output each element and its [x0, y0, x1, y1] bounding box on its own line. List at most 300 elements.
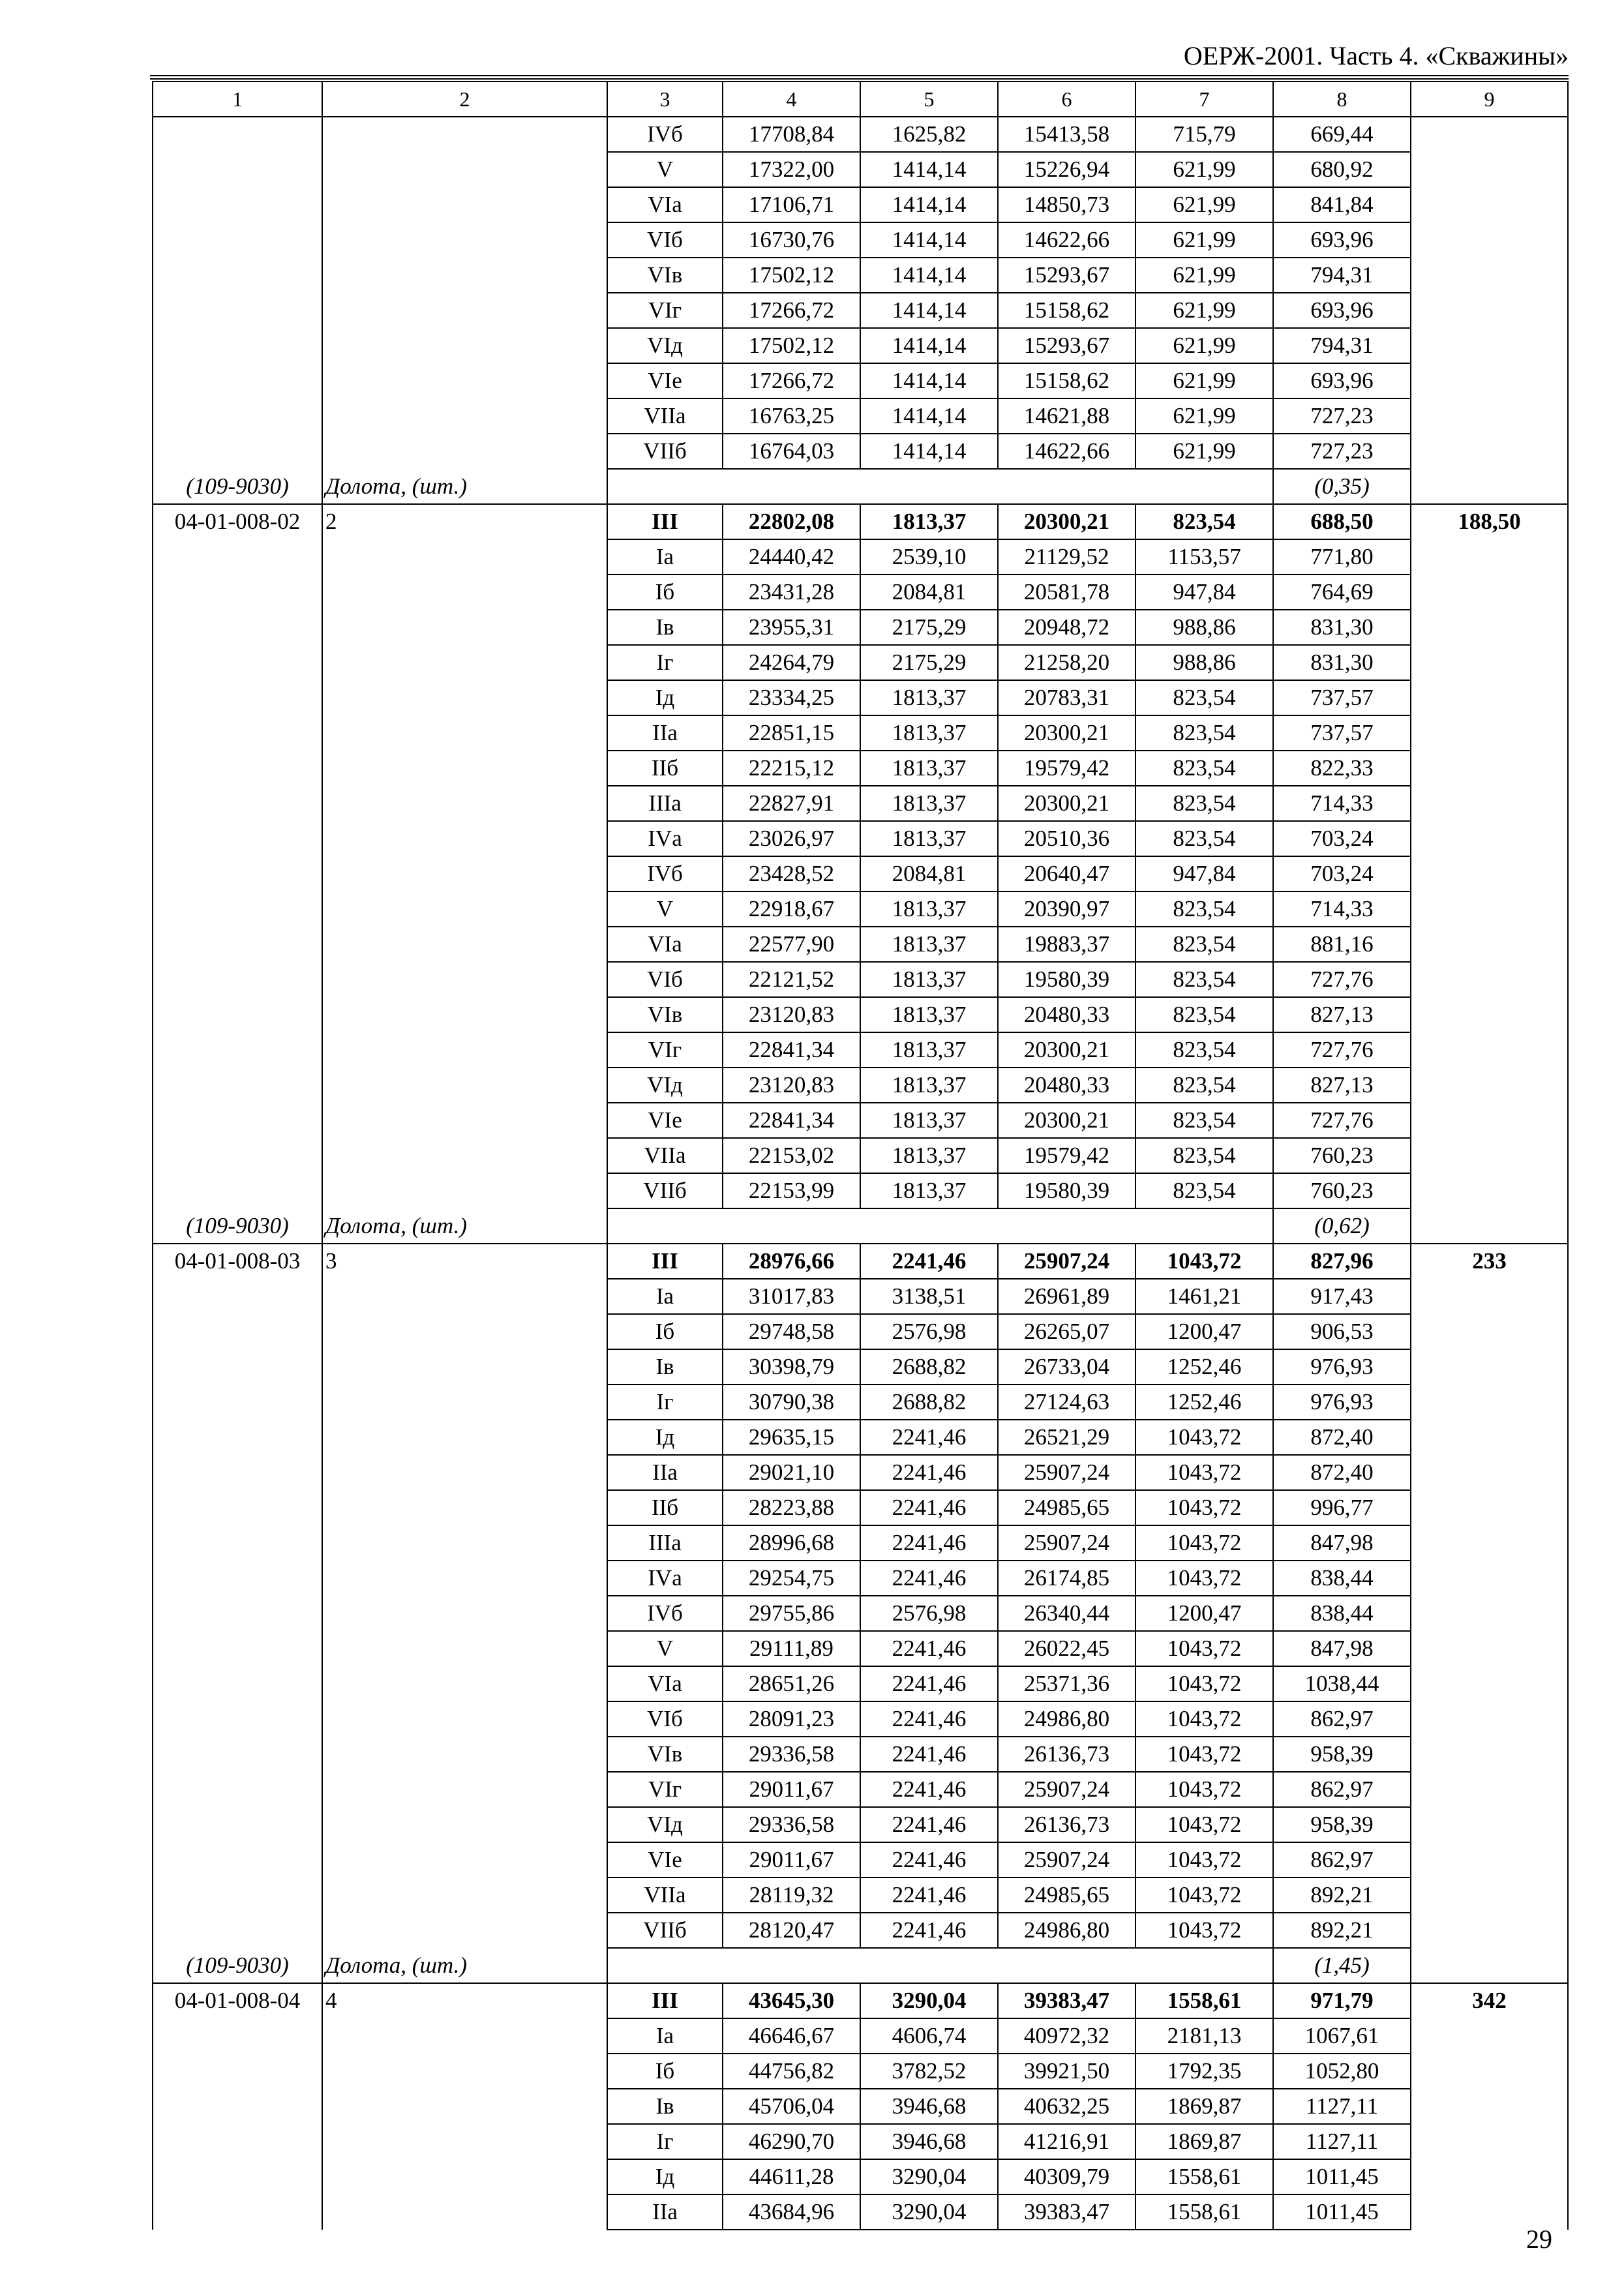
value-cell: 2241,46	[860, 1666, 998, 1701]
value-cell: 823,54	[1135, 504, 1273, 539]
category-cell: IIIа	[607, 786, 723, 821]
value-cell: 1813,37	[860, 891, 998, 927]
value-cell: 1813,37	[860, 1103, 998, 1138]
value-cell: 881,16	[1273, 927, 1411, 962]
value-cell: 15293,67	[998, 258, 1135, 293]
value-cell: 20300,21	[998, 504, 1135, 539]
value-cell: 15158,62	[998, 363, 1135, 398]
value-cell: 621,99	[1135, 398, 1273, 434]
rate-name: 3	[322, 1244, 607, 1948]
category-cell: VIа	[607, 927, 723, 962]
value-cell: 862,97	[1273, 1701, 1411, 1737]
value-cell: 1067,61	[1273, 2018, 1411, 2054]
value-cell: 827,13	[1273, 997, 1411, 1032]
rate-name	[322, 117, 607, 469]
value-cell: 26022,45	[998, 1631, 1135, 1666]
value-cell: 1813,37	[860, 927, 998, 962]
value-cell: 2241,46	[860, 1737, 998, 1772]
value-cell: 3290,04	[860, 1983, 998, 2018]
value-cell: 892,21	[1273, 1878, 1411, 1913]
category-cell: IIа	[607, 2194, 723, 2230]
value-cell: 25907,24	[998, 1244, 1135, 1279]
value-cell: 680,92	[1273, 152, 1411, 187]
value-cell: 764,69	[1273, 575, 1411, 610]
empty-cell	[1135, 469, 1273, 504]
value-cell: 1127,11	[1273, 2124, 1411, 2159]
value-cell: 24440,42	[723, 539, 860, 575]
bits-quantity: (1,45)	[1273, 1948, 1411, 1983]
category-cell: IVа	[607, 821, 723, 856]
value-cell: 872,40	[1273, 1455, 1411, 1490]
value-cell: 669,44	[1273, 117, 1411, 152]
category-cell: V	[607, 1631, 723, 1666]
value-cell: 1043,72	[1135, 1842, 1273, 1878]
value-cell: 1813,37	[860, 786, 998, 821]
value-cell: 1558,61	[1135, 2194, 1273, 2230]
value-cell: 29755,86	[723, 1596, 860, 1631]
value-cell: 714,33	[1273, 786, 1411, 821]
value-cell: 17502,12	[723, 258, 860, 293]
category-cell: VIа	[607, 187, 723, 222]
value-cell: 2688,82	[860, 1349, 998, 1384]
value-cell: 976,93	[1273, 1384, 1411, 1420]
value-cell: 29635,15	[723, 1420, 860, 1455]
value-cell: 794,31	[1273, 328, 1411, 363]
category-cell: VIд	[607, 1807, 723, 1842]
bits-resource-code: (109-9030)	[153, 1948, 322, 1983]
value-cell: 14622,66	[998, 222, 1135, 258]
value-cell: 737,57	[1273, 715, 1411, 751]
value-cell: 2241,46	[860, 1420, 998, 1455]
value-cell: 15293,67	[998, 328, 1135, 363]
category-cell: III	[607, 1983, 723, 2018]
value-cell: 621,99	[1135, 187, 1273, 222]
category-cell: Iг	[607, 645, 723, 680]
value-cell: 1252,46	[1135, 1349, 1273, 1384]
category-cell: VIIб	[607, 434, 723, 469]
table-body	[153, 82, 1568, 2230]
value-cell: 2688,82	[860, 1384, 998, 1420]
value-cell: 847,98	[1273, 1525, 1411, 1561]
table-row	[153, 117, 1568, 152]
category-cell: VIIа	[607, 1878, 723, 1913]
value-cell: 23955,31	[723, 610, 860, 645]
value-cell: 19580,39	[998, 1173, 1135, 1208]
empty-cell	[607, 1948, 723, 1983]
value-cell: 23120,83	[723, 1068, 860, 1103]
category-cell: Iа	[607, 539, 723, 575]
value-cell: 2241,46	[860, 1807, 998, 1842]
value-cell: 22918,67	[723, 891, 860, 927]
value-cell: 3782,52	[860, 2054, 998, 2089]
value-cell: 17322,00	[723, 152, 860, 187]
value-cell: 17106,71	[723, 187, 860, 222]
category-cell: V	[607, 152, 723, 187]
value-cell: 14622,66	[998, 434, 1135, 469]
value-cell: 22841,34	[723, 1103, 860, 1138]
category-cell: IVа	[607, 1561, 723, 1596]
value-cell: 2241,46	[860, 1455, 998, 1490]
value-cell: 1869,87	[1135, 2124, 1273, 2159]
category-cell: VIе	[607, 1103, 723, 1138]
value-cell: 41216,91	[998, 2124, 1135, 2159]
value-cell: 727,23	[1273, 398, 1411, 434]
value-cell: 1792,35	[1135, 2054, 1273, 2089]
value-cell: 2241,46	[860, 1913, 998, 1948]
value-cell: 28119,32	[723, 1878, 860, 1913]
category-cell: IVб	[607, 856, 723, 891]
rate-code: 04-01-008-03	[153, 1244, 322, 1948]
value-cell: 2539,10	[860, 539, 998, 575]
value-cell: 1414,14	[860, 222, 998, 258]
value-cell: 16764,03	[723, 434, 860, 469]
value-cell: 23026,97	[723, 821, 860, 856]
category-cell: Iд	[607, 680, 723, 715]
value-cell: 28651,26	[723, 1666, 860, 1701]
category-cell: VIв	[607, 258, 723, 293]
value-cell: 27124,63	[998, 1384, 1135, 1420]
column-number-8: 8	[1273, 82, 1411, 117]
category-cell: Iг	[607, 1384, 723, 1420]
value-cell: 20480,33	[998, 1068, 1135, 1103]
value-cell: 1043,72	[1135, 1878, 1273, 1913]
rate-code	[153, 117, 322, 469]
value-cell: 1813,37	[860, 1032, 998, 1068]
column-number-2: 2	[322, 82, 607, 117]
value-cell: 17266,72	[723, 363, 860, 398]
value-cell: 28091,23	[723, 1701, 860, 1737]
category-cell: VIг	[607, 1772, 723, 1807]
value-cell: 1461,21	[1135, 1279, 1273, 1314]
value-cell: 1414,14	[860, 363, 998, 398]
value-cell: 20300,21	[998, 786, 1135, 821]
value-cell: 823,54	[1135, 1173, 1273, 1208]
table-row	[153, 1244, 1568, 1279]
bits-note-row	[153, 1948, 1568, 1983]
value-cell: 23428,52	[723, 856, 860, 891]
value-cell: 727,23	[1273, 434, 1411, 469]
empty-cell	[607, 1208, 723, 1244]
value-cell: 693,96	[1273, 222, 1411, 258]
value-cell: 43684,96	[723, 2194, 860, 2230]
bits-note-row	[153, 1208, 1568, 1244]
value-cell: 841,84	[1273, 187, 1411, 222]
value-cell: 1038,44	[1273, 1666, 1411, 1701]
value-cell: 28223,88	[723, 1490, 860, 1525]
category-cell: Iд	[607, 2159, 723, 2194]
value-cell: 22121,52	[723, 962, 860, 997]
value-cell: 26174,85	[998, 1561, 1135, 1596]
value-cell: 25907,24	[998, 1455, 1135, 1490]
value-cell: 17266,72	[723, 293, 860, 328]
empty-cell	[998, 469, 1135, 504]
value-cell: 24264,79	[723, 645, 860, 680]
value-cell: 1813,37	[860, 504, 998, 539]
value-cell: 19579,42	[998, 751, 1135, 786]
value-cell: 727,76	[1273, 1103, 1411, 1138]
value-cell: 1813,37	[860, 962, 998, 997]
value-cell: 823,54	[1135, 1068, 1273, 1103]
value-cell: 26265,07	[998, 1314, 1135, 1349]
value-cell: 26521,29	[998, 1420, 1135, 1455]
empty-cell	[723, 469, 860, 504]
value-cell: 3290,04	[860, 2194, 998, 2230]
value-cell: 1813,37	[860, 821, 998, 856]
value-cell: 1414,14	[860, 328, 998, 363]
value-cell: 1052,80	[1273, 2054, 1411, 2089]
value-cell: 15413,58	[998, 117, 1135, 152]
value-cell: 26733,04	[998, 1349, 1135, 1384]
value-cell: 1200,47	[1135, 1314, 1273, 1349]
empty-cell	[723, 1208, 860, 1244]
value-cell: 24985,65	[998, 1878, 1135, 1913]
value-cell: 847,98	[1273, 1631, 1411, 1666]
rate-name: 4	[322, 1983, 607, 2230]
value-cell: 831,30	[1273, 610, 1411, 645]
category-cell: VIIа	[607, 1138, 723, 1173]
value-cell: 20640,47	[998, 856, 1135, 891]
value-cell: 831,30	[1273, 645, 1411, 680]
value-cell: 26340,44	[998, 1596, 1135, 1631]
value-cell: 22802,08	[723, 504, 860, 539]
category-cell: V	[607, 891, 723, 927]
value-cell: 823,54	[1135, 927, 1273, 962]
value-cell: 29011,67	[723, 1772, 860, 1807]
value-cell: 1043,72	[1135, 1561, 1273, 1596]
category-cell: VIг	[607, 293, 723, 328]
value-cell: 823,54	[1135, 821, 1273, 856]
value-cell: 947,84	[1135, 575, 1273, 610]
bits-note-row	[153, 469, 1568, 504]
value-cell: 19579,42	[998, 1138, 1135, 1173]
value-cell: 2576,98	[860, 1596, 998, 1631]
empty-cell	[860, 1208, 998, 1244]
value-cell: 26961,89	[998, 1279, 1135, 1314]
value-cell: 693,96	[1273, 293, 1411, 328]
category-cell: VIг	[607, 1032, 723, 1068]
value-cell: 1252,46	[1135, 1384, 1273, 1420]
value-cell: 714,33	[1273, 891, 1411, 927]
value-cell: 996,77	[1273, 1490, 1411, 1525]
value-cell: 1414,14	[860, 258, 998, 293]
category-cell: IIа	[607, 1455, 723, 1490]
category-cell: VIе	[607, 1842, 723, 1878]
value-cell: 1813,37	[860, 1138, 998, 1173]
value-cell: 1043,72	[1135, 1913, 1273, 1948]
value-cell: 823,54	[1135, 1103, 1273, 1138]
value-cell: 15226,94	[998, 152, 1135, 187]
value-cell: 3946,68	[860, 2089, 998, 2124]
bits-resource-name: Долота, (шт.)	[322, 1208, 607, 1244]
value-cell: 2181,13	[1135, 2018, 1273, 2054]
value-cell: 2241,46	[860, 1701, 998, 1737]
category-cell: Iа	[607, 2018, 723, 2054]
value-cell: 40972,32	[998, 2018, 1135, 2054]
value-cell: 23334,25	[723, 680, 860, 715]
value-cell: 1011,45	[1273, 2194, 1411, 2230]
bits-resource-code: (109-9030)	[153, 469, 322, 504]
value-cell: 703,24	[1273, 821, 1411, 856]
bits-quantity: (0,35)	[1273, 469, 1411, 504]
value-cell: 29021,10	[723, 1455, 860, 1490]
value-cell: 29254,75	[723, 1561, 860, 1596]
value-cell: 971,79	[1273, 1983, 1411, 2018]
category-cell: Iд	[607, 1420, 723, 1455]
category-cell: Iв	[607, 610, 723, 645]
value-cell: 43645,30	[723, 1983, 860, 2018]
value-cell: 1043,72	[1135, 1525, 1273, 1561]
value-cell: 988,86	[1135, 645, 1273, 680]
value-cell: 827,96	[1273, 1244, 1411, 1279]
value-cell: 22215,12	[723, 751, 860, 786]
value-cell: 25907,24	[998, 1842, 1135, 1878]
value-cell: 29336,58	[723, 1737, 860, 1772]
value-cell: 2241,46	[860, 1631, 998, 1666]
bits-quantity: (0,62)	[1273, 1208, 1411, 1244]
bits-resource-code: (109-9030)	[153, 1208, 322, 1244]
value-cell: 892,21	[1273, 1913, 1411, 1948]
value-cell: 2241,46	[860, 1525, 998, 1561]
value-cell: 20390,97	[998, 891, 1135, 927]
value-cell: 976,93	[1273, 1349, 1411, 1384]
value-cell: 1043,72	[1135, 1807, 1273, 1842]
value-cell: 2241,46	[860, 1772, 998, 1807]
value-cell: 727,76	[1273, 1032, 1411, 1068]
value-cell: 1558,61	[1135, 2159, 1273, 2194]
bits-resource-name: Долота, (шт.)	[322, 469, 607, 504]
empty-cell	[607, 469, 723, 504]
column-number-1: 1	[153, 82, 322, 117]
value-cell: 23120,83	[723, 997, 860, 1032]
value-cell: 2084,81	[860, 856, 998, 891]
value-cell: 44756,82	[723, 2054, 860, 2089]
category-cell: IIIа	[607, 1525, 723, 1561]
value-cell: 20948,72	[998, 610, 1135, 645]
page-number: 29	[1526, 2224, 1552, 2254]
value-cell: 621,99	[1135, 434, 1273, 469]
value-cell: 20300,21	[998, 1032, 1135, 1068]
category-cell: VIв	[607, 997, 723, 1032]
value-cell: 823,54	[1135, 891, 1273, 927]
value-cell: 703,24	[1273, 856, 1411, 891]
value-cell: 958,39	[1273, 1737, 1411, 1772]
value-cell: 20300,21	[998, 715, 1135, 751]
category-cell: VIIб	[607, 1913, 723, 1948]
value-cell: 20480,33	[998, 997, 1135, 1032]
value-cell: 39383,47	[998, 2194, 1135, 2230]
value-cell: 1043,72	[1135, 1455, 1273, 1490]
value-cell: 14850,73	[998, 187, 1135, 222]
value-cell: 15158,62	[998, 293, 1135, 328]
value-cell: 2175,29	[860, 645, 998, 680]
value-cell: 2175,29	[860, 610, 998, 645]
value-cell: 26136,73	[998, 1737, 1135, 1772]
value-cell: 30790,38	[723, 1384, 860, 1420]
value-cell: 1043,72	[1135, 1244, 1273, 1279]
table-row	[153, 504, 1568, 539]
value-cell: 1414,14	[860, 434, 998, 469]
column-number-3: 3	[607, 82, 723, 117]
value-cell: 862,97	[1273, 1842, 1411, 1878]
value-cell: 621,99	[1135, 293, 1273, 328]
value-cell: 1625,82	[860, 117, 998, 152]
value-cell: 24986,80	[998, 1913, 1135, 1948]
value-cell: 760,23	[1273, 1173, 1411, 1208]
empty-cell	[860, 1948, 998, 1983]
value-cell: 1414,14	[860, 398, 998, 434]
column-number-4: 4	[723, 82, 860, 117]
value-cell: 760,23	[1273, 1138, 1411, 1173]
value-cell: 24986,80	[998, 1701, 1135, 1737]
category-cell: III	[607, 504, 723, 539]
value-cell: 1813,37	[860, 680, 998, 715]
category-cell: VIб	[607, 222, 723, 258]
value-cell: 25371,36	[998, 1666, 1135, 1701]
value-cell: 1043,72	[1135, 1772, 1273, 1807]
value-cell: 21258,20	[998, 645, 1135, 680]
column-number-7: 7	[1135, 82, 1273, 117]
value-cell: 22851,15	[723, 715, 860, 751]
value-cell: 28120,47	[723, 1913, 860, 1948]
value-cell: 917,43	[1273, 1279, 1411, 1314]
value-cell: 29336,58	[723, 1807, 860, 1842]
value-cell: 838,44	[1273, 1561, 1411, 1596]
value-cell: 3290,04	[860, 2159, 998, 2194]
value-cell: 40309,79	[998, 2159, 1135, 2194]
value-cell: 621,99	[1135, 328, 1273, 363]
category-cell: IIа	[607, 715, 723, 751]
value-cell: 16730,76	[723, 222, 860, 258]
category-cell: III	[607, 1244, 723, 1279]
category-cell: Iб	[607, 2054, 723, 2089]
value-cell: 1414,14	[860, 152, 998, 187]
value-cell: 20300,21	[998, 1103, 1135, 1138]
value-cell: 2241,46	[860, 1244, 998, 1279]
empty-cell	[998, 1948, 1135, 1983]
category-cell: VIIа	[607, 398, 723, 434]
value-cell: 1127,11	[1273, 2089, 1411, 2124]
column-9-value	[1411, 117, 1568, 504]
category-cell: VIе	[607, 363, 723, 398]
value-cell: 823,54	[1135, 1032, 1273, 1068]
value-cell: 24985,65	[998, 1490, 1135, 1525]
rate-name: 2	[322, 504, 607, 1208]
empty-cell	[860, 469, 998, 504]
value-cell: 715,79	[1135, 117, 1273, 152]
value-cell: 46646,67	[723, 2018, 860, 2054]
category-cell: Iа	[607, 1279, 723, 1314]
value-cell: 3946,68	[860, 2124, 998, 2159]
bits-resource-name: Долота, (шт.)	[322, 1948, 607, 1983]
rate-code: 04-01-008-04	[153, 1983, 322, 2230]
value-cell: 794,31	[1273, 258, 1411, 293]
value-cell: 17708,84	[723, 117, 860, 152]
column-9-value: 342	[1411, 1983, 1568, 2230]
value-cell: 29748,58	[723, 1314, 860, 1349]
header-rule	[150, 75, 1569, 80]
value-cell: 621,99	[1135, 152, 1273, 187]
value-cell: 22153,02	[723, 1138, 860, 1173]
value-cell: 2241,46	[860, 1842, 998, 1878]
value-cell: 39921,50	[998, 2054, 1135, 2089]
value-cell: 22153,99	[723, 1173, 860, 1208]
value-cell: 26136,73	[998, 1807, 1135, 1842]
value-cell: 823,54	[1135, 997, 1273, 1032]
category-cell: Iв	[607, 2089, 723, 2124]
column-numbers-row	[153, 82, 1568, 117]
value-cell: 28976,66	[723, 1244, 860, 1279]
rate-code: 04-01-008-02	[153, 504, 322, 1208]
